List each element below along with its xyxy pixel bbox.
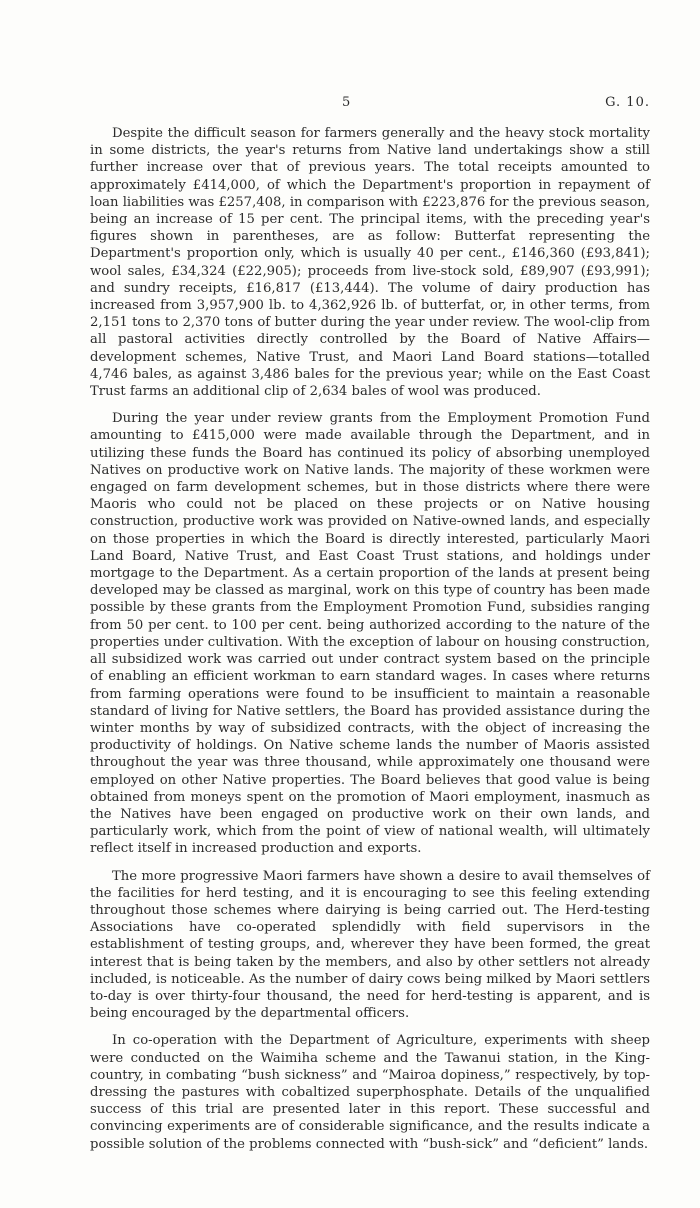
paragraph-experiments: In co-operation with the Department of Agriculture, experiments with sheep were conducted on the Waimiha scheme and the Tawanui station, in the King-country, in combating “bush sickness” and “Mairoa dopiness,” respectively, by top-dressing the pastures with cobaltized superphosphate. Details of the unqualified success of this trial are presented later in this report. These successful and convincing experiments are of considerable significance, and the results indicate a possible solution of the problems connected with “bush-sick” and “deficient” lands. <box>90 1033 650 1152</box>
paragraph-employment: During the year under review grants from the Employment Promotion Fund amounting to £415,000 were made available through the Department, and in utilizing these funds the Board has continued its policy of absorbing unemployed Natives on productive work on Native lands. The majority of these workmen were engaged on farm development schemes, but in those districts where there were Maoris who could not be placed on these projects or on Native housing construction, productive work was provided on Native-owned lands, and especially on those properties in which the Board is directly interested, particularly Maori Land Board, Native Trust, and East Coast Trust stations, and holdings under mortgage to the Department. As a certain proportion of the lands at present being developed may be classed as marginal, work on this type of country has been made possible by these grants from the Employment Promotion Fund, subsidies ranging from 50 per cent. to 100 per cent. being authorized according to the nature of the properties under cultivation. With the exception of labour on housing construction, all subsidized work was carried out under contract system based on the principle of enabling an efficient workman to earn standard wages. In cases where returns from farming operations were found to be insufficient to maintain a reasonable standard of living for Native settlers, the Board has provided assistance during the winter months by way of subsidized contracts, with the object of increasing the productivity of holdings. On Native scheme lands the number of Maoris assisted throughout the year was three thousand, while approximately one thousand were employed on other Native properties. The Board believes that good value is being obtained from moneys spent on the promotion of Maori employment, inasmuch as the Natives have been engaged on productive work on their own lands, and particularly work, which from the point of view of national wealth, will ultimately reflect itself in increased production and exports. <box>90 411 650 857</box>
paragraph-herd-testing: The more progressive Maori farmers have shown a desire to avail themselves of the facilities for herd testing, and it is encouraging to see this feeling extending throughout those schemes where dairying is being carried out. The Herd-testing Associations have co-operated splendidly with field supervisors in the establishment of testing groups, and, wherever they have been formed, the great interest that is being taken by the members, and also by other settlers not already included, is noticeable. As the number of dairy cows being milked by Maori settlers to-day is over thirty-four thousand, the need for herd-testing is apparent, and is being encouraged by the departmental officers. <box>90 868 650 1022</box>
paragraph-receipts: Despite the difficult season for farmers generally and the heavy stock mortality in some districts, the year's returns from Native land undertakings show a still further increase over that of previous years. The total receipts amounted to approximately £414,000, of which the Department's proportion in repayment of loan liabilities was £257,408, in comparison with £223,876 for the previous season, being an increase of 15 per cent. The principal items, with the preceding year's figures shown in parentheses, are as follow: Butterfat representing the Department's proportion only, which is usually 40 per cent., £146,360 (£93,841); wool sales, £34,324 (£22,905); proceeds from live-stock sold, £89,907 (£93,991); and sundry receipts, £16,817 (£13,444). The volume of dairy production has increased from 3,957,900 lb. to 4,362,926 lb. of butterfat, or, in other terms, from 2,151 tons to 2,370 tons of butter during the year under review. The wool-clip from all pastoral activities directly controlled by the Board of Native Affairs—development schemes, Native Trust, and Maori Land Board stations—totalled 4,746 bales, as against 3,486 bales for the previous year; while on the East Coast Trust farms an additional clip of 2,634 bales of wool was produced. <box>90 126 650 400</box>
page-header <box>90 95 650 115</box>
document-reference: G. 10. <box>605 95 650 110</box>
page-number: 5 <box>342 95 352 110</box>
body-text <box>90 125 650 1163</box>
